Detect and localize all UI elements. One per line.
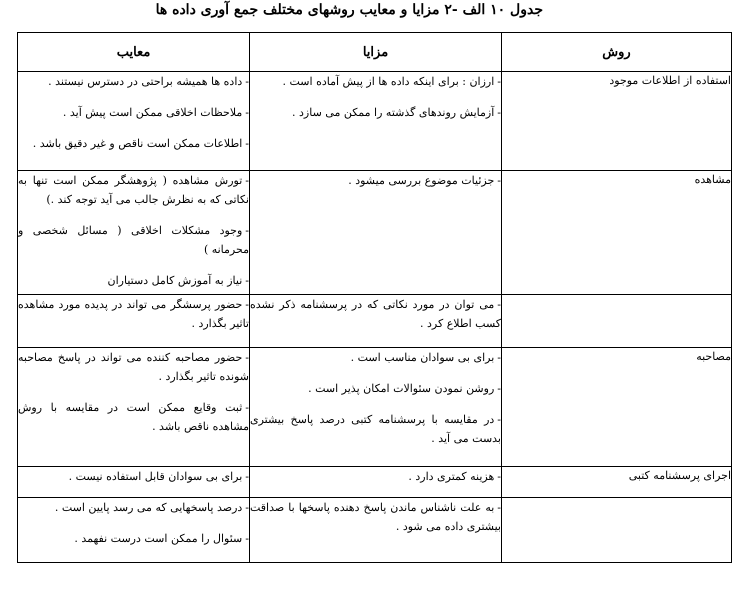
- header-advantages: مزایا: [250, 33, 502, 72]
- table-row: [18, 467, 732, 498]
- list-item: -درصد پاسخهایی که می رسد پایین است .: [54, 501, 249, 514]
- list-item: -سئوال را ممکن است درست نفهمد .: [74, 532, 249, 545]
- methods-comparison-table: [17, 32, 732, 563]
- list-item: -ثبت وقایع ممکن است در مقایسه با روش مشاهده ناقص باشد .: [18, 401, 249, 433]
- method-cell: [502, 295, 732, 348]
- header-disadvantages: معایب: [18, 33, 250, 72]
- list-item: -ملاحظات اخلاقی ممکن است پیش آید .: [62, 106, 249, 119]
- disadvantages-cell: [18, 498, 250, 563]
- table-row: [18, 295, 732, 348]
- list-item: -جزئیات موضوع بررسی میشود .: [348, 174, 501, 187]
- table-row: [18, 72, 732, 171]
- list-item: -حضور پرسشگر می تواند در پدیده مورد مشاهده تاثیر بگذارد .: [18, 298, 249, 330]
- list-item: -وجود مشکلات اخلاقی ( مسائل شخصی و محرمانه ): [18, 224, 249, 256]
- advantages-cell: [250, 348, 502, 467]
- disadvantages-cell: [18, 467, 250, 498]
- list-item: -می توان در مورد نکاتی که در پرسشنامه ذکر نشده کسب اطلاع کرد .: [250, 298, 501, 330]
- table-row: [18, 348, 732, 467]
- list-item: -روشن نمودن سئوالات امکان پذیر است .: [308, 382, 501, 395]
- table-caption: جدول ۱۰ الف -۲ مزایا و معایب روشهای مختلف جمع آوری داده ها: [155, 2, 543, 18]
- list-item: -حضور مصاحبه کننده می تواند در پاسخ مصاحبه شونده تاثیر بگذارد .: [18, 351, 249, 383]
- list-item: -آزمایش روندهای گذشته را ممکن می سازد .: [292, 106, 501, 119]
- list-item: -ارزان : برای اینکه داده ها از پیش آماده است .: [282, 75, 501, 88]
- disadvantages-cell: [18, 72, 250, 171]
- method-cell: اجرای پرسشنامه کتبی: [502, 467, 732, 498]
- advantages-cell: [250, 295, 502, 348]
- advantages-cell: [250, 171, 502, 295]
- table-header-row: [18, 33, 732, 72]
- list-item: -داده ها همیشه براحتی در دسترس نیستند .: [48, 75, 249, 88]
- list-item: -در مقایسه با پرسشنامه کتبی درصد پاسخ بیشتری بدست می آید .: [250, 413, 501, 445]
- disadvantages-cell: [18, 348, 250, 467]
- method-cell: استفاده از اطلاعات موجود: [502, 72, 732, 171]
- method-cell: [502, 498, 732, 563]
- list-item: -برای بی سوادان قابل استفاده نیست .: [68, 470, 249, 483]
- method-cell: مصاحبه: [502, 348, 732, 467]
- table-row: [18, 171, 732, 295]
- disadvantages-cell: [18, 295, 250, 348]
- advantages-cell: [250, 498, 502, 563]
- advantages-cell: [250, 72, 502, 171]
- list-item: -اطلاعات ممکن است ناقص و غیر دقیق باشد .: [32, 137, 249, 150]
- list-item: -به علت ناشناس ماندن پاسخ دهنده پاسخها با صداقت بیشتری داده می شود .: [250, 501, 501, 533]
- list-item: -برای بی سوادان مناسب است .: [350, 351, 501, 364]
- disadvantages-cell: [18, 171, 250, 295]
- list-item: -نیاز به آموزش کامل دستیاران: [107, 274, 249, 287]
- method-cell: مشاهده: [502, 171, 732, 295]
- list-item: -تورش مشاهده ( پژوهشگر ممکن است تنها به نکاتی که به نظرش جالب می آید توجه کند .): [18, 174, 249, 206]
- table-row: [18, 498, 732, 563]
- list-item: -هزینه کمتری دارد .: [408, 470, 501, 483]
- advantages-cell: [250, 467, 502, 498]
- header-method: روش: [502, 33, 732, 72]
